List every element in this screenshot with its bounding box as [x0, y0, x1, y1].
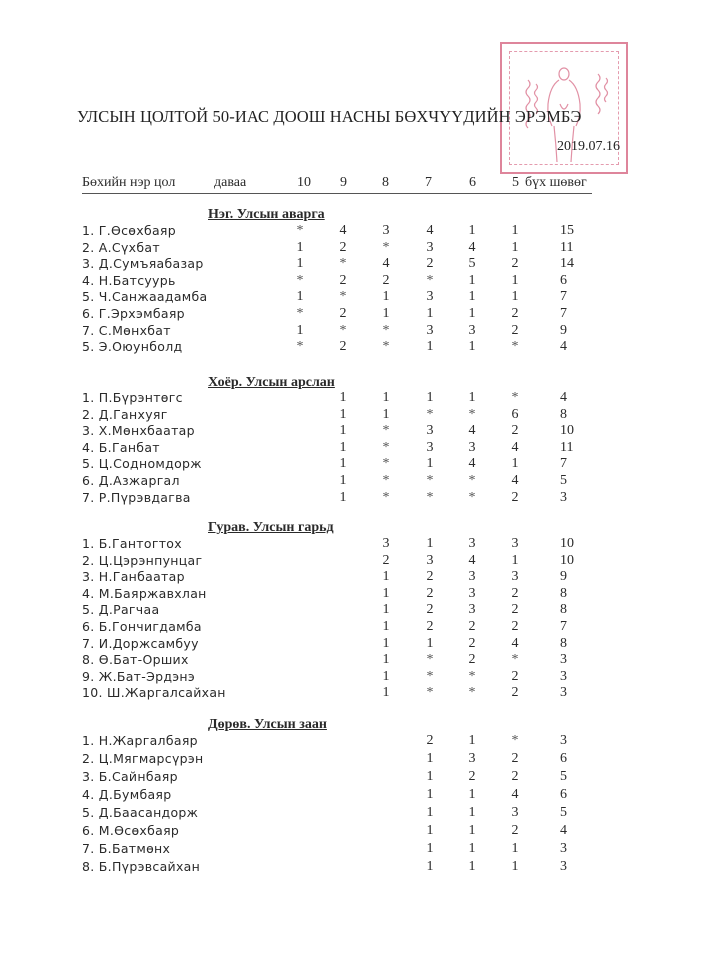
- round-cell: 3: [426, 322, 434, 338]
- round-cell: 1: [511, 223, 519, 238]
- table-row: [82, 289, 602, 306]
- round-cell: *: [468, 489, 476, 505]
- wrestler-name: 7. С.Мөнхбат: [82, 322, 171, 338]
- round-cell: *: [468, 685, 476, 701]
- wrestler-name: 2. Д.Ганхуяг: [82, 406, 168, 422]
- header-col-6: 6: [469, 175, 476, 190]
- wrestler-name: 3. Д.Сумъяабазар: [82, 256, 204, 272]
- table-row: [82, 273, 602, 290]
- round-cell: *: [468, 473, 476, 488]
- round-cell: 1: [382, 635, 390, 651]
- round-cell: *: [296, 306, 304, 321]
- round-cell: *: [296, 272, 304, 288]
- round-cell: *: [426, 473, 434, 488]
- round-cell: 3: [468, 322, 476, 338]
- round-cell: *: [511, 652, 519, 668]
- round-cell: 1: [296, 239, 304, 255]
- round-cell: 3: [426, 289, 434, 305]
- header-col-7: 7: [425, 175, 432, 190]
- round-cell: 3: [426, 439, 434, 455]
- wrestler-name: 6. Г.Эрхэмбаяр: [82, 306, 185, 321]
- document-title: УЛСЫН ЦОЛТОЙ 50-ИАС ДООШ НАСНЫ БӨХЧҮҮДИЙН ЭРЭМБЭ: [77, 107, 582, 126]
- table-row: [82, 456, 602, 473]
- total-cell: 5: [560, 769, 567, 784]
- table-row: [82, 823, 602, 840]
- round-cell: 1: [382, 602, 390, 618]
- table-row: [82, 586, 602, 603]
- round-cell: 2: [511, 322, 519, 338]
- total-cell: 14: [560, 256, 574, 272]
- wrestler-name: 5. Ч.Санжаадамба: [82, 289, 208, 305]
- round-cell: 2: [468, 769, 476, 784]
- round-cell: 1: [339, 489, 347, 505]
- round-cell: 1: [468, 805, 476, 820]
- round-cell: 3: [511, 805, 519, 820]
- round-cell: 1: [382, 585, 390, 601]
- round-cell: 1: [382, 569, 390, 585]
- round-cell: 4: [511, 635, 519, 651]
- table-row: [82, 536, 602, 553]
- wrestler-name: 6. М.Өсөхбаяр: [82, 823, 180, 838]
- total-cell: 10: [560, 423, 574, 439]
- header-col-8: 8: [382, 175, 389, 190]
- total-cell: 3: [560, 685, 567, 701]
- round-cell: 1: [296, 256, 304, 272]
- round-cell: 5: [468, 256, 476, 272]
- round-cell: 1: [468, 787, 476, 802]
- header-round-label: даваа: [214, 175, 247, 190]
- total-cell: 6: [560, 787, 567, 802]
- round-cell: *: [382, 489, 390, 505]
- total-cell: 3: [560, 859, 567, 874]
- round-cell: *: [426, 685, 434, 701]
- round-cell: 1: [382, 685, 390, 701]
- table-row: [82, 240, 602, 257]
- total-cell: 10: [560, 552, 574, 568]
- round-cell: 1: [382, 652, 390, 668]
- round-cell: 2: [426, 569, 434, 585]
- round-cell: 1: [296, 322, 304, 338]
- round-cell: 4: [468, 423, 476, 439]
- wrestler-name: 5. Д.Рагчаа: [82, 602, 160, 618]
- table-row: [82, 390, 602, 407]
- round-cell: 1: [426, 536, 434, 551]
- round-cell: 1: [426, 390, 434, 405]
- wrestler-name: 5. Д.Баасандорж: [82, 805, 199, 820]
- round-cell: 1: [468, 223, 476, 238]
- round-cell: 4: [426, 223, 434, 238]
- round-cell: 1: [468, 733, 476, 748]
- round-cell: 1: [426, 306, 434, 321]
- round-cell: *: [468, 668, 476, 684]
- section-title: Хоёр. Улсын арслан: [208, 375, 335, 390]
- wrestler-name: 10. Ш.Жаргалсайхан: [82, 685, 226, 701]
- round-cell: 4: [468, 239, 476, 255]
- total-cell: 6: [560, 272, 567, 288]
- round-cell: *: [468, 406, 476, 422]
- round-cell: 1: [339, 473, 347, 488]
- round-cell: *: [511, 390, 519, 405]
- round-cell: 1: [426, 339, 434, 355]
- wrestler-name: 1. Б.Гантогтох: [82, 536, 182, 551]
- total-cell: 3: [560, 489, 567, 505]
- wrestler-name: 7. Б.Батмөнх: [82, 841, 171, 856]
- round-cell: 1: [382, 390, 390, 405]
- wrestler-name: 6. Б.Гончигдамба: [82, 619, 202, 634]
- wrestler-name: 7. Р.Пүрэвдагва: [82, 489, 191, 505]
- round-cell: 4: [382, 256, 390, 272]
- round-cell: 6: [511, 406, 519, 422]
- round-cell: 1: [468, 272, 476, 288]
- round-cell: 2: [511, 685, 519, 701]
- total-cell: 5: [560, 805, 567, 820]
- round-cell: 1: [382, 619, 390, 634]
- wrestler-name: 1. Н.Жаргалбаяр: [82, 733, 198, 748]
- table-row: [82, 306, 602, 323]
- round-cell: 2: [339, 306, 347, 321]
- round-cell: 1: [468, 289, 476, 305]
- total-cell: 5: [560, 473, 567, 488]
- wrestler-name: 4. Н.Батсуурь: [82, 272, 176, 288]
- table-row: [82, 223, 602, 240]
- round-cell: *: [382, 339, 390, 355]
- wrestler-name: 7. И.Доржсамбуу: [82, 635, 199, 651]
- round-cell: *: [382, 473, 390, 488]
- wrestler-name: 8. Ө.Бат-Орших: [82, 652, 189, 668]
- round-cell: *: [382, 322, 390, 338]
- round-cell: 3: [511, 569, 519, 585]
- round-cell: 2: [511, 256, 519, 272]
- total-cell: 7: [560, 289, 567, 305]
- round-cell: 2: [511, 489, 519, 505]
- round-cell: 3: [382, 223, 390, 238]
- total-cell: 10: [560, 536, 574, 551]
- round-cell: 2: [511, 306, 519, 321]
- round-cell: 3: [426, 423, 434, 439]
- round-cell: 2: [382, 272, 390, 288]
- total-cell: 8: [560, 585, 567, 601]
- total-cell: 9: [560, 569, 567, 585]
- table-row: [82, 733, 602, 750]
- total-cell: 4: [560, 390, 567, 405]
- round-cell: *: [339, 289, 347, 305]
- round-cell: 1: [468, 823, 476, 838]
- table-row: [82, 669, 602, 686]
- total-cell: 7: [560, 456, 567, 472]
- round-cell: 2: [468, 619, 476, 634]
- header-col-10: 10: [297, 175, 311, 190]
- round-cell: *: [382, 456, 390, 472]
- wrestler-name: 4. М.Баяржавхлан: [82, 585, 207, 601]
- round-cell: 3: [468, 585, 476, 601]
- wrestler-name: 4. Б.Ганбат: [82, 439, 160, 455]
- round-cell: 1: [468, 390, 476, 405]
- table-row: [82, 553, 602, 570]
- round-cell: 1: [426, 823, 434, 838]
- total-cell: 3: [560, 668, 567, 684]
- round-cell: *: [339, 256, 347, 272]
- table-row: [82, 787, 602, 804]
- round-cell: 1: [426, 805, 434, 820]
- round-cell: 2: [426, 585, 434, 601]
- round-cell: 1: [511, 272, 519, 288]
- round-cell: 3: [468, 751, 476, 766]
- table-row: [82, 769, 602, 786]
- round-cell: 1: [511, 859, 519, 874]
- round-cell: *: [382, 423, 390, 439]
- round-cell: 2: [511, 585, 519, 601]
- document-date: 2019.07.16: [557, 139, 620, 154]
- round-cell: *: [382, 239, 390, 255]
- round-cell: 3: [468, 536, 476, 551]
- header-col-5: 5: [512, 175, 519, 190]
- round-cell: *: [426, 489, 434, 505]
- round-cell: *: [296, 223, 304, 238]
- total-cell: 8: [560, 406, 567, 422]
- round-cell: 1: [511, 456, 519, 472]
- wrestler-name: 2. Ц.Мягмарсүрэн: [82, 751, 204, 766]
- round-cell: 2: [468, 635, 476, 651]
- wrestler-name: 9. Ж.Бат-Эрдэнэ: [82, 668, 196, 684]
- round-cell: 2: [426, 602, 434, 618]
- round-cell: 1: [339, 390, 347, 405]
- round-cell: 1: [339, 406, 347, 422]
- table-row: [82, 636, 602, 653]
- round-cell: *: [339, 322, 347, 338]
- wrestler-name: 8. Б.Пүрэвсайхан: [82, 859, 201, 874]
- round-cell: 2: [426, 256, 434, 272]
- round-cell: 1: [511, 552, 519, 568]
- total-cell: 11: [560, 439, 574, 455]
- round-cell: *: [426, 668, 434, 684]
- round-cell: 2: [511, 423, 519, 439]
- table-row: [82, 751, 602, 768]
- total-cell: 3: [560, 841, 567, 856]
- round-cell: 1: [426, 751, 434, 766]
- round-cell: 2: [468, 652, 476, 668]
- round-cell: 1: [382, 668, 390, 684]
- section-title: Нэг. Улсын аварга: [208, 207, 325, 222]
- round-cell: 1: [382, 306, 390, 321]
- total-cell: 8: [560, 602, 567, 618]
- round-cell: *: [382, 439, 390, 455]
- table-row: [82, 685, 602, 702]
- wrestler-name: 4. Д.Бумбаяр: [82, 787, 172, 802]
- round-cell: 2: [511, 602, 519, 618]
- total-cell: 7: [560, 619, 567, 634]
- header-col-9: 9: [340, 175, 347, 190]
- round-cell: 3: [382, 536, 390, 551]
- total-cell: 7: [560, 306, 567, 321]
- round-cell: 2: [511, 619, 519, 634]
- table-row: [82, 805, 602, 822]
- wrestler-name: 5. Э.Оюунболд: [82, 339, 183, 355]
- round-cell: 4: [468, 552, 476, 568]
- table-row: [82, 652, 602, 669]
- round-cell: 2: [339, 239, 347, 255]
- round-cell: 3: [426, 552, 434, 568]
- round-cell: 2: [511, 823, 519, 838]
- round-cell: 4: [468, 456, 476, 472]
- table-row: [82, 423, 602, 440]
- round-cell: 1: [339, 423, 347, 439]
- table-row: [82, 841, 602, 858]
- table-row: [82, 859, 602, 876]
- table-row: [82, 490, 602, 507]
- round-cell: 2: [382, 552, 390, 568]
- round-cell: 2: [426, 619, 434, 634]
- round-cell: 1: [426, 769, 434, 784]
- round-cell: 1: [426, 841, 434, 856]
- round-cell: 3: [468, 439, 476, 455]
- wrestler-name: 6. Д.Азжаргал: [82, 473, 180, 488]
- table-row: [82, 619, 602, 636]
- round-cell: 4: [511, 473, 519, 488]
- table-row: [82, 256, 602, 273]
- total-cell: 3: [560, 733, 567, 748]
- section-title: Гурав. Улсын гарьд: [208, 520, 334, 535]
- total-cell: 11: [560, 239, 574, 255]
- round-cell: 2: [339, 339, 347, 355]
- round-cell: 1: [426, 859, 434, 874]
- wrestler-name: 2. Ц.Цэрэнпунцаг: [82, 552, 203, 568]
- round-cell: *: [426, 272, 434, 288]
- round-cell: 1: [382, 289, 390, 305]
- round-cell: 3: [468, 602, 476, 618]
- round-cell: 1: [382, 406, 390, 422]
- total-cell: 8: [560, 635, 567, 651]
- round-cell: 1: [426, 787, 434, 802]
- round-cell: 1: [468, 339, 476, 355]
- wrestler-name: 1. П.Бүрэнтөгс: [82, 390, 183, 405]
- round-cell: 1: [511, 289, 519, 305]
- round-cell: 3: [426, 239, 434, 255]
- round-cell: *: [511, 339, 519, 355]
- table-row: [82, 339, 602, 356]
- wrestler-name: 1. Г.Өсөхбаяр: [82, 223, 176, 238]
- round-cell: 1: [511, 841, 519, 856]
- table-row: [82, 569, 602, 586]
- round-cell: 2: [511, 769, 519, 784]
- round-cell: 1: [468, 859, 476, 874]
- header-name-label: Бөхийн нэр цол: [82, 175, 176, 190]
- table-row: [82, 602, 602, 619]
- round-cell: 1: [296, 289, 304, 305]
- round-cell: *: [511, 733, 519, 748]
- round-cell: 1: [468, 841, 476, 856]
- header-total-label: бүх шөвөг: [525, 175, 587, 190]
- round-cell: 1: [511, 239, 519, 255]
- round-cell: 2: [511, 668, 519, 684]
- round-cell: 4: [511, 787, 519, 802]
- section-title: Дөрөв. Улсын заан: [208, 717, 327, 732]
- round-cell: 3: [511, 536, 519, 551]
- table-row: [82, 407, 602, 424]
- total-cell: 6: [560, 751, 567, 766]
- total-cell: 9: [560, 322, 567, 338]
- round-cell: 2: [339, 272, 347, 288]
- wrestler-name: 3. Х.Мөнхбаатар: [82, 423, 195, 439]
- wrestler-name: 3. Н.Ганбаатар: [82, 569, 185, 585]
- round-cell: 1: [339, 439, 347, 455]
- table-row: [82, 473, 602, 490]
- round-cell: 4: [339, 223, 347, 238]
- round-cell: 1: [468, 306, 476, 321]
- round-cell: *: [296, 339, 304, 355]
- round-cell: 2: [511, 751, 519, 766]
- wrestler-name: 2. А.Сүхбат: [82, 239, 160, 255]
- round-cell: 2: [426, 733, 434, 748]
- total-cell: 4: [560, 339, 567, 355]
- wrestler-name: 5. Ц.Содномдорж: [82, 456, 202, 472]
- round-cell: 4: [511, 439, 519, 455]
- round-cell: 3: [468, 569, 476, 585]
- total-cell: 15: [560, 223, 574, 238]
- total-cell: 3: [560, 652, 567, 668]
- table-header: [82, 175, 592, 194]
- round-cell: 1: [426, 635, 434, 651]
- round-cell: *: [426, 406, 434, 422]
- total-cell: 4: [560, 823, 567, 838]
- round-cell: *: [426, 652, 434, 668]
- wrestler-name: 3. Б.Сайнбаяр: [82, 769, 178, 784]
- table-row: [82, 440, 602, 457]
- table-row: [82, 323, 602, 340]
- round-cell: 1: [426, 456, 434, 472]
- round-cell: 1: [339, 456, 347, 472]
